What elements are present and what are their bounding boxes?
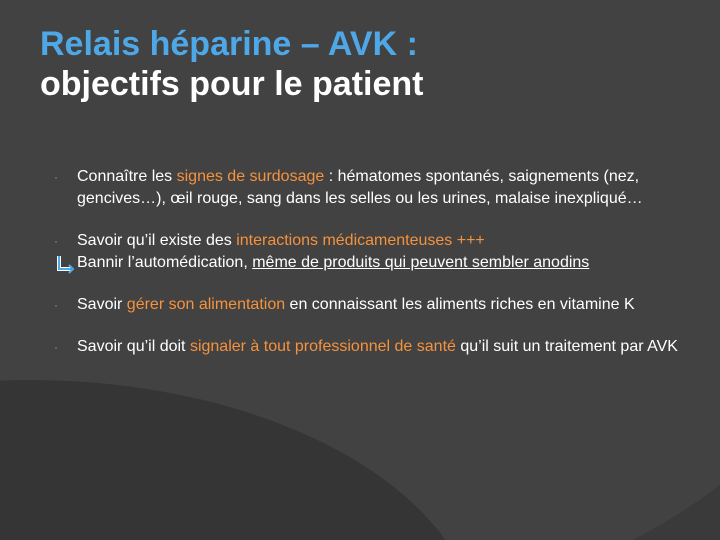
bullet-marker: ·: [54, 234, 58, 248]
title-line-1: Relais héparine – AVK :: [40, 25, 418, 63]
arrow-down-right-icon: [55, 254, 75, 274]
subpoint-underlined: même de produits qui peuvent sembler anodins: [252, 254, 590, 271]
subpoint-text: Bannir l’automédication,: [77, 254, 253, 271]
bullet-text-post: en connaissant les aliments riches en vitamine K: [285, 296, 635, 313]
title-line-2: objectifs pour le patient: [40, 65, 424, 103]
bullet-marker: ·: [54, 170, 58, 184]
bullet-text-post: : hématomes spontanés, saignements (nez, gencives…), œil rouge, sang dans les selles ou les urines, malaise inexpliqué…: [77, 168, 643, 207]
bullet-text-post: qu’il suit un traitement par AVK: [455, 338, 678, 355]
bullet-highlight: signes de surdosage: [176, 168, 325, 185]
bullet-highlight: gérer son alimentation: [126, 296, 286, 313]
bullet-text-pre: Connaître les: [77, 168, 177, 185]
bullet-inform-professionals: [40, 336, 680, 358]
bullet-highlight: signaler à tout professionnel de santé: [189, 338, 456, 355]
bullet-drug-interactions: [40, 230, 680, 274]
bullet-diet: [40, 294, 680, 316]
bullet-subpoint-self-medication: [77, 252, 680, 274]
bullet-marker: ·: [54, 298, 58, 312]
bullet-text-pre: Savoir qu’il existe des: [77, 232, 237, 249]
objectives-list: [40, 166, 680, 378]
bullet-overdose-signs: [40, 166, 680, 210]
bullet-marker: ·: [54, 340, 58, 354]
bullet-text-pre: Savoir qu’il doit: [77, 338, 190, 355]
bullet-highlight: interactions médicamenteuses +++: [236, 232, 485, 249]
slide-title: [40, 24, 680, 104]
bullet-text-pre: Savoir: [77, 296, 127, 313]
